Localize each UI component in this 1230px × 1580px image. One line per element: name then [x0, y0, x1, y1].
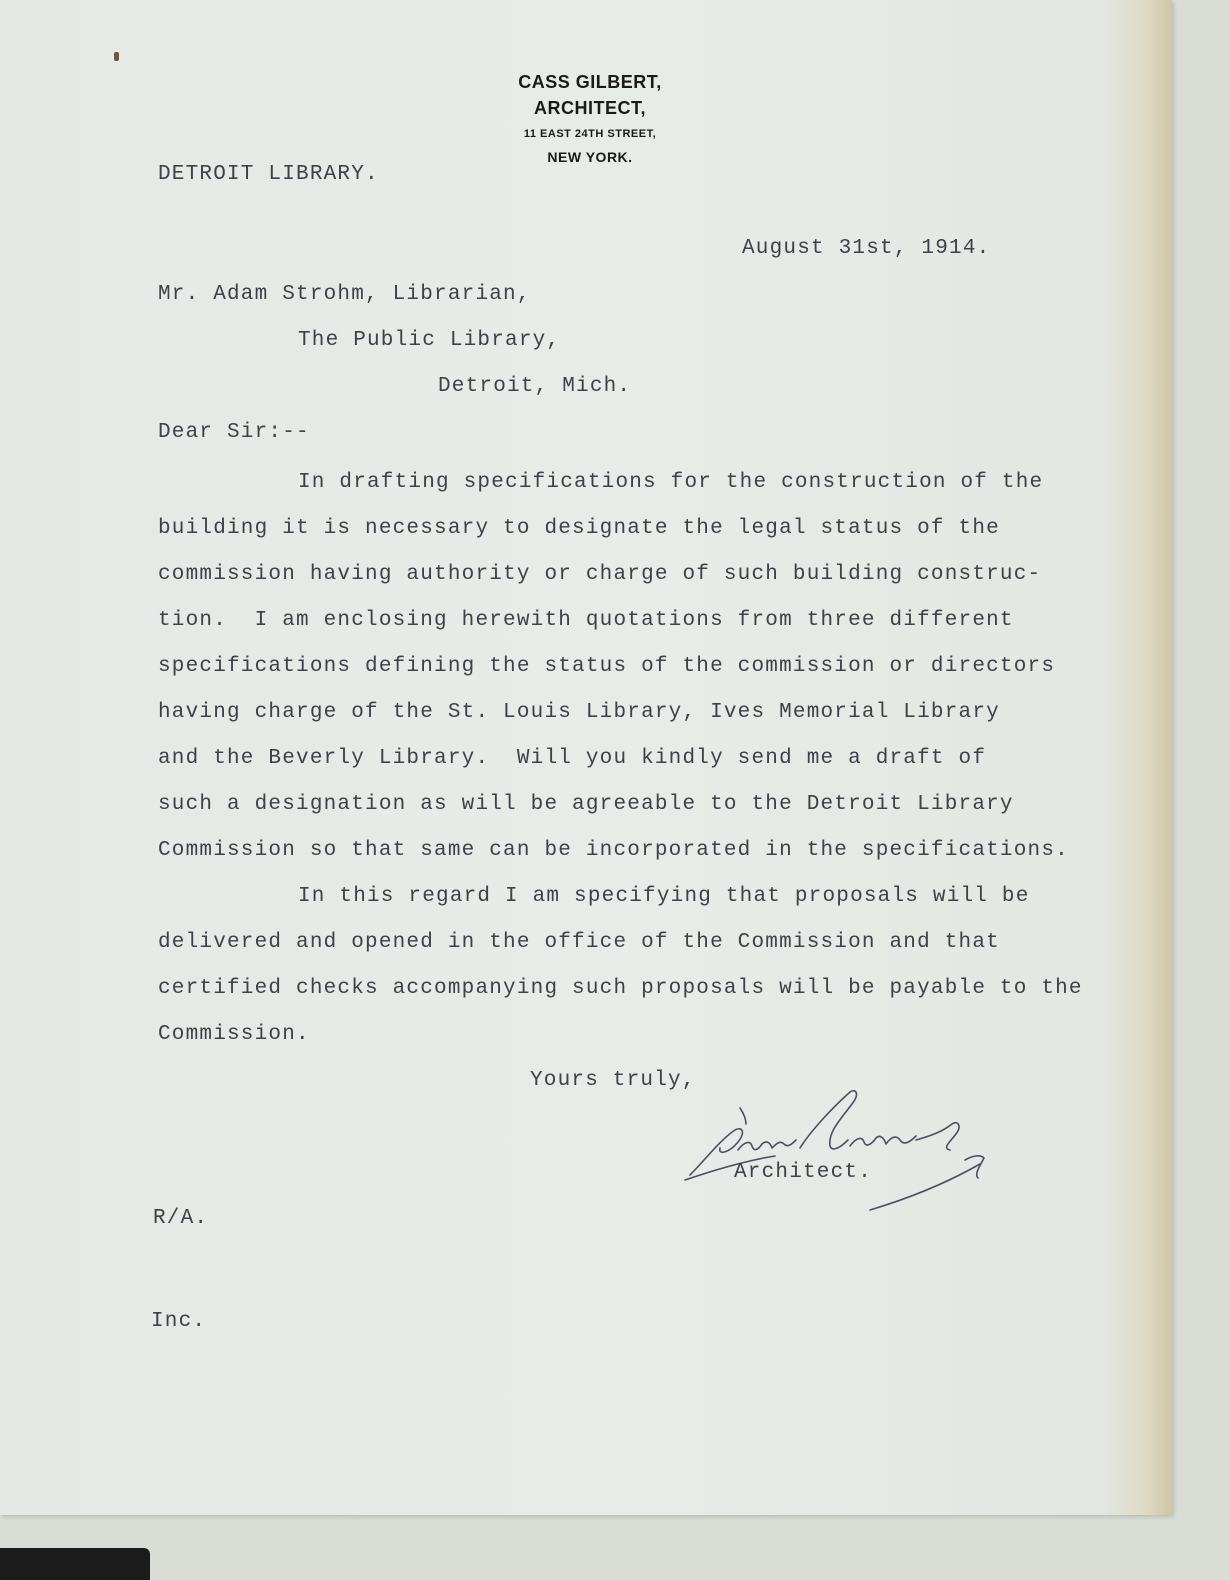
scanner-corner: [0, 1548, 150, 1580]
recipient-org: The Public Library,: [298, 329, 561, 352]
body-line: In this regard I am specifying that proposals will be: [298, 885, 1030, 908]
recipient-name: Mr. Adam Strohm, Librarian,: [158, 283, 531, 306]
letterhead-address: 11 EAST 24TH STREET,: [523, 128, 657, 140]
body-line: and the Beverly Library. Will you kindly send me a draft of: [158, 747, 987, 770]
letterhead-city: NEW YORK.: [547, 149, 633, 165]
body-line: commission having authority or charge of such building construc-: [158, 563, 1042, 586]
enclosure-note: Inc.: [151, 1310, 207, 1333]
typist-initials: R/A.: [153, 1207, 209, 1230]
salutation: Dear Sir:--: [158, 421, 310, 444]
letterhead-title: ARCHITECT,: [534, 98, 646, 118]
letter-date: August 31st, 1914.: [742, 237, 991, 260]
body-line: In drafting specifications for the construction of the: [298, 471, 1044, 494]
handwritten-signature: [680, 1080, 1020, 1230]
letterhead-name: CASS GILBERT,: [518, 72, 662, 92]
recipient-city: Detroit, Mich.: [438, 375, 632, 398]
body-line: tion. I am enclosing herewith quotations from three different: [158, 609, 1014, 632]
signature-title: Architect.: [734, 1161, 873, 1184]
body-line: Commission so that same can be incorporated in the specifications.: [158, 839, 1069, 862]
body-line: specifications defining the status of the commission or directors: [158, 655, 1056, 678]
body-line: Commission.: [158, 1023, 310, 1046]
body-line: such a designation as will be agreeable to the Detroit Library: [158, 793, 1014, 816]
ink-mark: [114, 52, 119, 61]
closing: Yours truly,: [530, 1069, 696, 1092]
file-label: DETROIT LIBRARY.: [158, 163, 379, 186]
body-line: delivered and opened in the office of the Commission and that: [158, 931, 1000, 954]
body-line: having charge of the St. Louis Library, Ives Memorial Library: [158, 701, 1000, 724]
body-line: certified checks accompanying such proposals will be payable to the: [158, 977, 1083, 1000]
body-line: building it is necessary to designate the legal status of the: [158, 517, 1000, 540]
